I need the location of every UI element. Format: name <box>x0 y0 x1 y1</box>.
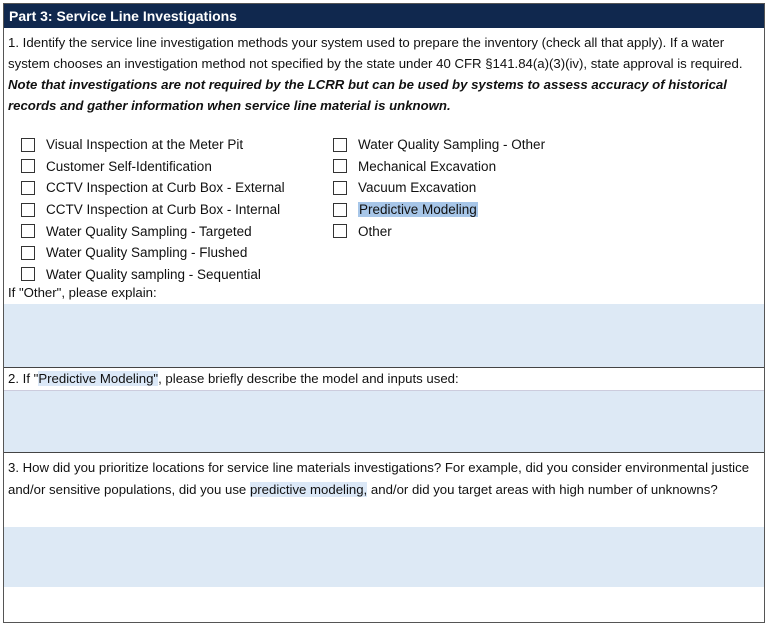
question-3-suffix: and/or did you target areas with high number of unknowns? <box>367 482 718 497</box>
method-option[interactable] <box>333 134 545 156</box>
method-label: Water Quality Sampling - Targeted <box>46 223 252 239</box>
method-option[interactable] <box>333 177 545 199</box>
method-label: Vacuum Excavation <box>358 180 477 196</box>
method-option[interactable] <box>21 199 285 221</box>
method-label: Visual Inspection at the Meter Pit <box>46 137 244 153</box>
section-header: Part 3: Service Line Investigations <box>4 4 764 28</box>
method-label: CCTV Inspection at Curb Box - External <box>46 180 285 196</box>
question-1-text: 1. Identify the service line investigation methods your system used to prepare the inventory (check all that apply). If a water system chooses an investigation method not specified by the state under 40 CFR §141.84(a)(3)(iv), state approval is required. <box>8 35 743 71</box>
other-explain-field[interactable] <box>4 304 764 368</box>
question-2-prefix: 2. If " <box>8 371 39 386</box>
method-label: CCTV Inspection at Curb Box - Internal <box>46 202 281 218</box>
question-2 <box>4 368 764 391</box>
method-option[interactable] <box>21 220 285 242</box>
method-checklist <box>4 132 764 282</box>
other-explain-label: If "Other", please explain: <box>8 285 157 300</box>
checkbox[interactable] <box>21 246 35 260</box>
checkbox[interactable] <box>21 159 35 173</box>
method-label: Other <box>358 223 392 239</box>
checkbox[interactable] <box>333 181 347 195</box>
method-label: Water Quality sampling - Sequential <box>46 266 261 282</box>
question-2-suffix: , please briefly describe the model and inputs used: <box>158 371 459 386</box>
method-option[interactable] <box>21 177 285 199</box>
checkbox[interactable] <box>333 224 347 238</box>
predictive-model-answer-field[interactable] <box>4 391 764 453</box>
checkbox[interactable] <box>333 159 347 173</box>
checkbox[interactable] <box>333 138 347 152</box>
method-option[interactable] <box>333 199 545 221</box>
checkbox[interactable] <box>21 181 35 195</box>
method-option[interactable] <box>21 264 285 286</box>
method-label: Water Quality Sampling - Other <box>358 137 546 153</box>
method-option[interactable] <box>21 134 285 156</box>
question-3-highlight: predictive modeling, <box>249 482 368 497</box>
method-label: Water Quality Sampling - Flushed <box>46 245 248 261</box>
method-label-selected: Predictive Modeling <box>359 202 477 218</box>
question-3-prefix: 3. How did you prioritize locations for service line materials investigations? For example, did you consider environmental justice and/or sensitive populations, did you use <box>8 460 750 497</box>
method-option[interactable] <box>333 220 545 242</box>
service-line-investigations-form <box>3 3 765 623</box>
checkbox[interactable] <box>333 203 347 217</box>
question-2-highlight: Predictive Modeling" <box>38 371 159 386</box>
checkbox[interactable] <box>21 138 35 152</box>
method-option[interactable] <box>333 156 545 178</box>
question-1 <box>4 28 764 132</box>
method-column-right <box>333 134 545 242</box>
method-option[interactable] <box>21 156 285 178</box>
question-3 <box>4 453 764 527</box>
method-column-left <box>21 134 285 285</box>
question-1-emphasis: Note that investigations are not required by the LCRR but can be used by systems to assess accuracy of historical records and gather information when service line material is unknown. <box>8 77 727 113</box>
checkbox[interactable] <box>21 203 35 217</box>
prioritization-answer-field[interactable] <box>4 527 764 587</box>
method-option[interactable] <box>21 242 285 264</box>
method-label: Customer Self-Identification <box>46 158 212 174</box>
method-label: Mechanical Excavation <box>358 158 497 174</box>
checkbox[interactable] <box>21 267 35 281</box>
checkbox[interactable] <box>21 224 35 238</box>
